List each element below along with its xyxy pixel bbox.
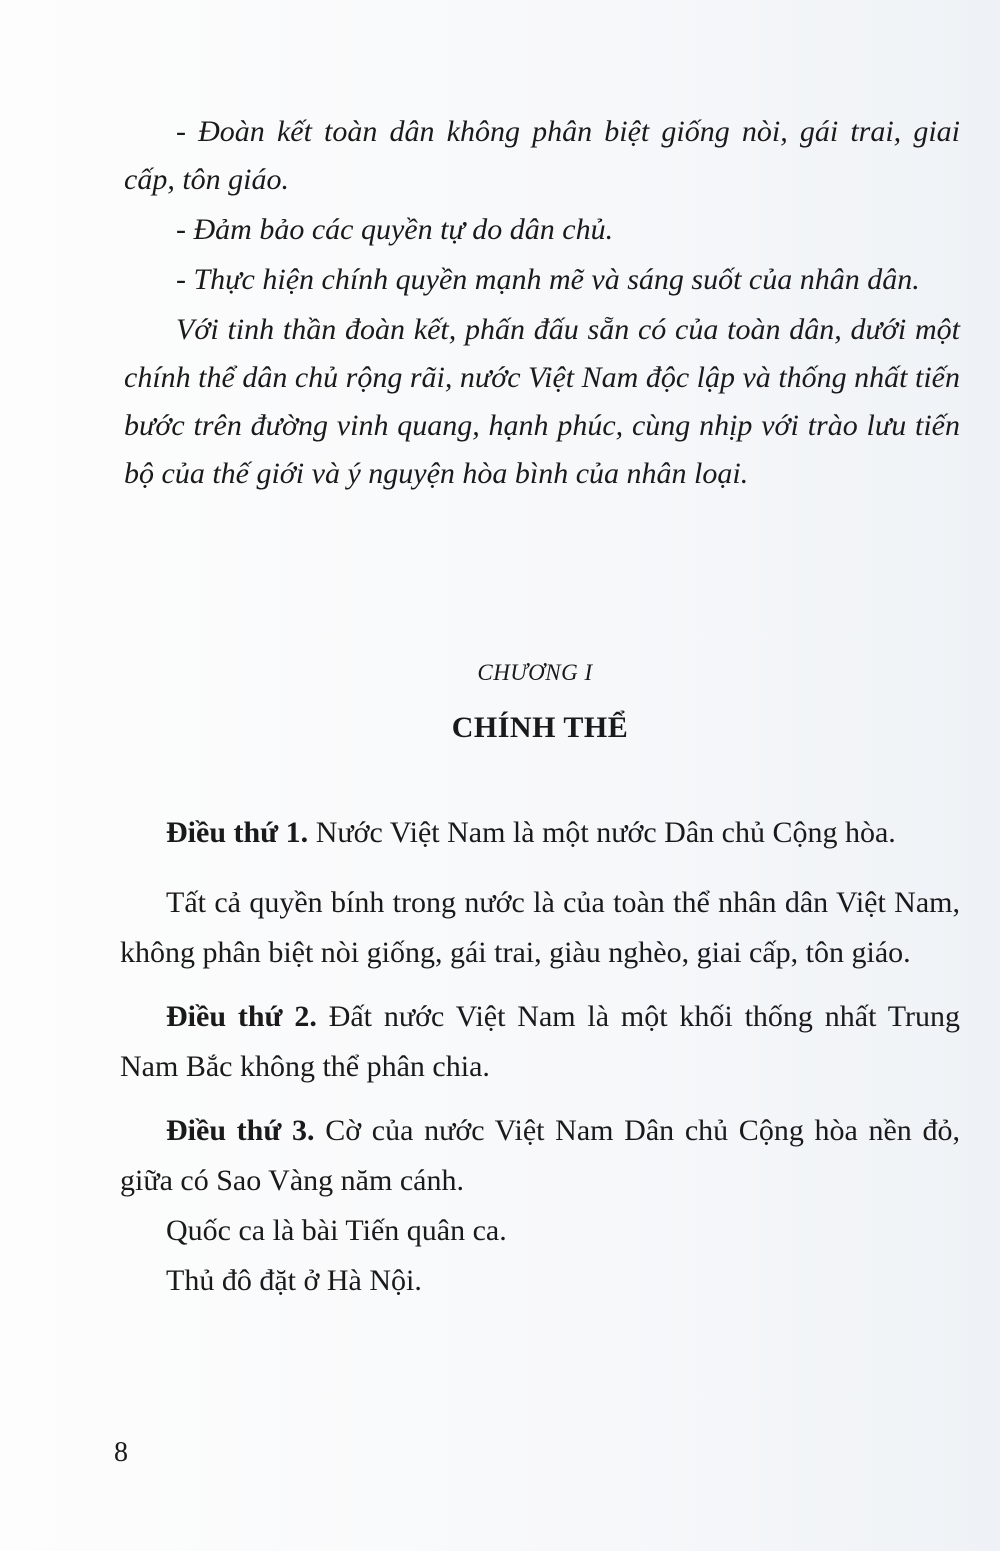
article-3-capital-text: Thủ đô đặt ở Hà Nội.	[166, 1264, 422, 1297]
article-2-text: Đất nước Việt Nam là một khối thống nhất Trung Nam Bắc không thể phân chia.	[120, 1000, 960, 1083]
article-2-lead: Điều thứ 2.	[166, 1000, 317, 1033]
article-3-capital	[120, 1256, 960, 1306]
preamble-bullet-freedom: - Đảm bảo các quyền tự do dân chủ.	[176, 213, 614, 246]
chapter-label: CHƯƠNG I	[477, 660, 593, 685]
articles-section	[120, 808, 960, 1306]
article-3-text: Cờ của nước Việt Nam Dân chủ Cộng hòa nền đỏ, giữa có Sao Vàng năm cánh.	[120, 1114, 960, 1197]
article-3	[120, 1106, 960, 1206]
article-3-lead: Điều thứ 3.	[166, 1114, 315, 1147]
chapter-title: CHÍNH THỂ	[451, 711, 629, 744]
article-3-anthem	[120, 1206, 960, 1256]
preamble-paragraph: Với tinh thần đoàn kết, phấn đấu sẵn có của toàn dân, dưới một chính thể dân chủ rộng rãi, nước Việt Nam độc lập và thống nhất tiến bước trên đường vinh quang, hạnh phúc, cùng nhịp với trào lưu tiến bộ của thế giới và ý nguyện hòa bình của nhân loại.	[124, 313, 960, 490]
article-1	[120, 808, 960, 858]
article-1-text: Nước Việt Nam là một nước Dân chủ Cộng hòa.	[308, 816, 896, 849]
page-number: 8	[114, 1437, 128, 1468]
preamble-section	[124, 108, 960, 498]
article-3-anthem-text: Quốc ca là bài Tiến quân ca.	[166, 1214, 507, 1247]
article-2	[120, 992, 960, 1092]
article-1-paragraph-2-text: Tất cả quyền bính trong nước là của toàn thể nhân dân Việt Nam, không phân biệt nòi giống, gái trai, giàu nghèo, giai cấp, tôn giáo.	[120, 886, 960, 969]
preamble-bullet-government: - Thực hiện chính quyền mạnh mẽ và sáng suốt của nhân dân.	[176, 263, 920, 296]
article-1-paragraph-2	[120, 878, 960, 978]
article-1-lead: Điều thứ 1.	[166, 816, 309, 849]
preamble-bullet-unity: - Đoàn kết toàn dân không phân biệt giống nòi, gái trai, giai cấp, tôn giáo.	[124, 115, 960, 196]
